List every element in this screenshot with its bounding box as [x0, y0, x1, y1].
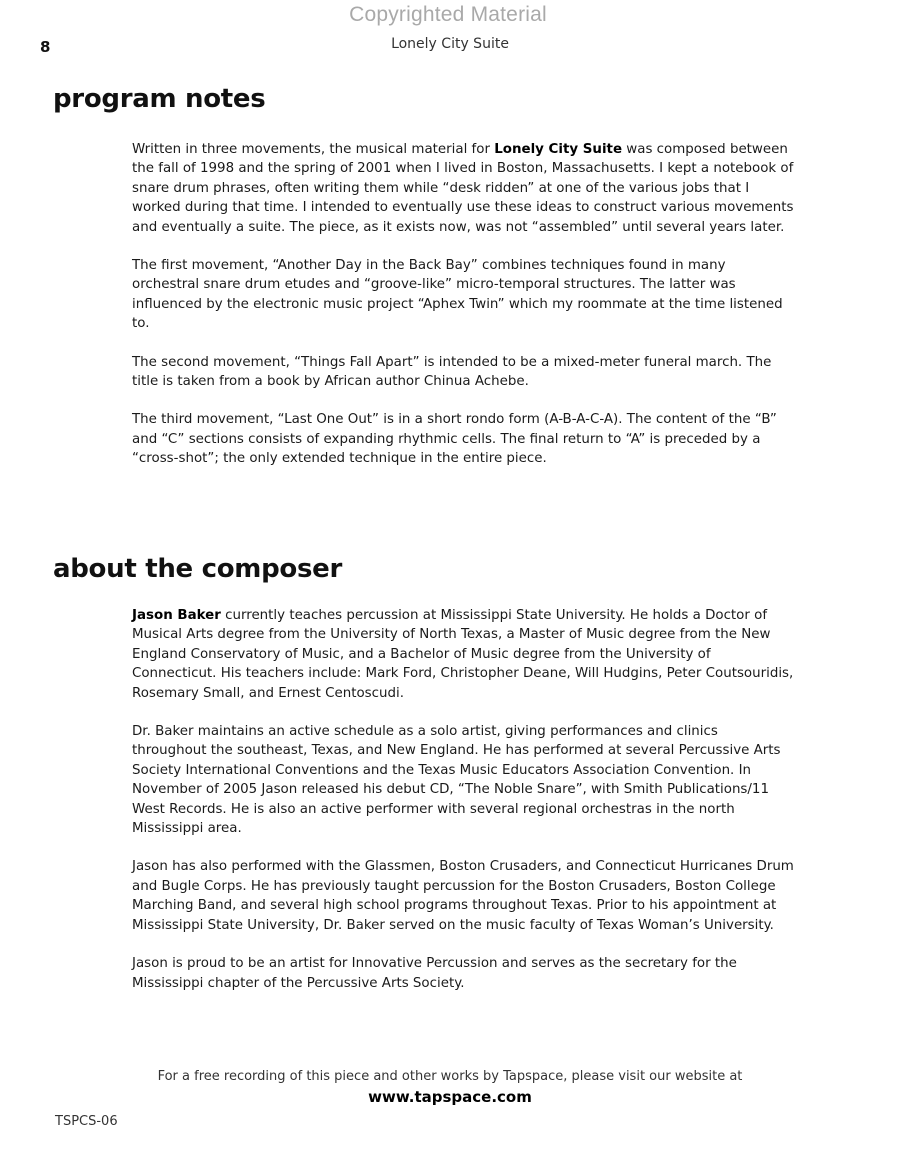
running-header-title: Lonely City Suite: [391, 36, 509, 52]
about-composer-paragraph: Jason Baker currently teaches percussion at Mississippi State University. He holds a Doctor of Musical Arts degree from the University of North Texas, a Master of Music degree from the New England Conservatory of Music, and a Bachelor of Music degree from the University of Connecticut. His teachers include: Mark Ford, Christopher Deane, Will Hudgins, Peter Coutsouridis, Rosemary Small, and Ernest Centoscudi.: [132, 608, 794, 701]
website-link[interactable]: www.tapspace.com: [368, 1088, 532, 1106]
about-composer-paragraph: Jason is proud to be an artist for Innovative Percussion and serves as the secretary for the Mississippi chapter of the Percussive Arts Society.: [132, 956, 737, 991]
program-notes-paragraph: The second movement, “Things Fall Apart” is intended to be a mixed-meter funeral march. The title is taken from a book by African author Chinua Achebe.: [132, 354, 772, 390]
program-notes-heading: program notes: [53, 84, 266, 114]
composer-name: Jason Baker: [132, 608, 221, 623]
catalog-code: TSPCS-06: [55, 1114, 118, 1129]
about-composer-heading: about the composer: [53, 554, 343, 584]
page-number: 8: [40, 38, 51, 56]
program-notes-paragraph: The third movement, “Last One Out” is in a short rondo form (A-B-A-C-A). The content of the “B” and “C” sections consists of expanding rhythmic cells. The final return to “A” is preceded by a “cross-shot”; the only extended technique in the entire piece.: [132, 412, 777, 467]
piece-title: Lonely City Suite: [494, 142, 623, 157]
program-notes-paragraph: The first movement, “Another Day in the Back Bay” combines techniques found in many orchestral snare drum etudes and “groove-like” micro-temporal structures. The latter was influenced by the electronic music project “Aphex Twin” which my roommate at the time listened to.: [132, 258, 783, 332]
copyright-watermark: Copyrighted Material: [349, 3, 547, 26]
program-notes-body: [132, 140, 794, 488]
footer-recording-note: For a free recording of this piece and other works by Tapspace, please visit our website at: [157, 1069, 743, 1084]
about-composer-paragraph: Dr. Baker maintains an active schedule as a solo artist, giving performances and clinics throughout the southeast, Texas, and New England. He has performed at several Percussive Arts Society International Conventions and the Texas Music Educators Association Convention. In November of 2005 Jason released his debut CD, “The Noble Snare”, with Smith Publications/11 West Records. He is also an active performer with several regional orchestras in the north Mississippi area.: [132, 724, 781, 837]
program-notes-paragraph: Written in three movements, the musical material for Lonely City Suite was composed between the fall of 1998 and the spring of 2001 when I lived in Boston, Massachusetts. I kept a notebook of snare drum phrases, often writing them while “desk ridden” at one of the various jobs that I worked during that time. I intended to eventually use these ideas to construct various movements and eventually a suite. The piece, as it exists now, was not “assembled” until several years later.: [132, 142, 794, 235]
about-composer-body: [132, 606, 794, 1012]
about-composer-paragraph: Jason has also performed with the Glassmen, Boston Crusaders, and Connecticut Hurricanes Drum and Bugle Corps. He has previously taught percussion for the Boston Crusaders, Boston College Marching Band, and several high school programs throughout Texas. Prior to his appointment at Mississippi State University, Dr. Baker served on the music faculty of Texas Woman’s University.: [132, 859, 794, 933]
